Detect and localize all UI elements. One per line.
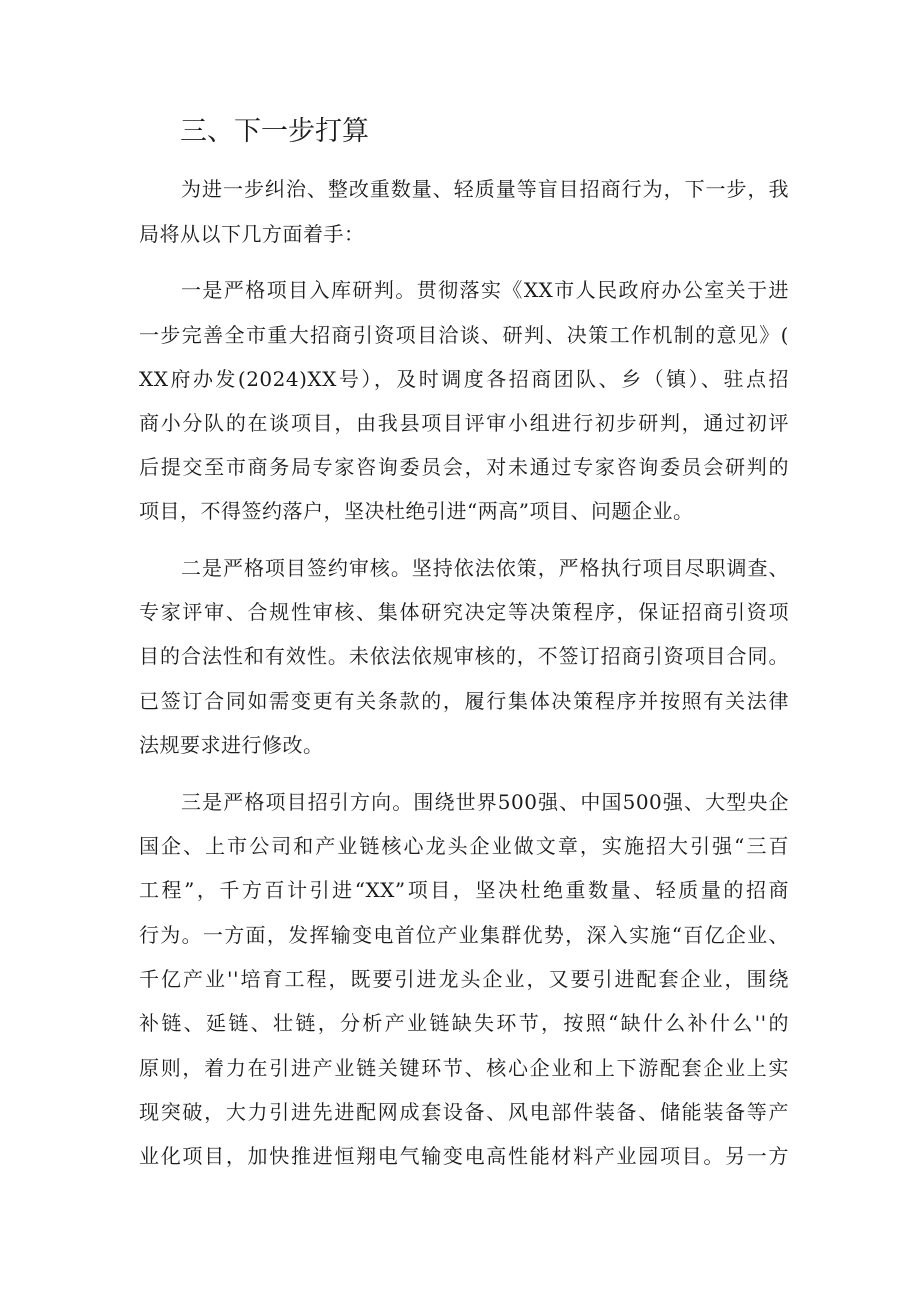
- paragraph-2-line-4: 商小分队的在谈项目，由我县项目评审小组进行初步研判，通过初评: [139, 411, 789, 435]
- paragraph-1-line-1: 为进一步纠治、整改重数量、轻质量等盲目招商行为，下一步，我: [181, 177, 789, 201]
- paragraph-4-line-4: 行为。一方面，发挥输变电首位产业集群优势，深入实施“百亿企业、: [139, 923, 789, 947]
- paragraph-4-line-5: 千亿产业''培育工程，既要引进龙头企业，又要引进配套企业，围绕: [139, 967, 789, 991]
- paragraph-4-line-8: 现突破，大力引进先进配网成套设备、风电部件装备、储能装备等产: [139, 1100, 789, 1124]
- paragraph-3-line-5: 法规要求进行修改。: [139, 733, 324, 757]
- paragraph-4-line-7: 原则，着力在引进产业链关键环节、核心企业和上下游配套企业上实: [139, 1056, 789, 1080]
- paragraph-4-line-9: 业化项目，加快推进恒翔电气输变电高性能材料产业园项目。另一方: [139, 1144, 789, 1168]
- paragraph-3-line-4: 已签订合同如需变更有关条款的，履行集体决策程序并按照有关法律: [139, 689, 789, 713]
- section-heading: 三、下一步打算: [180, 116, 369, 147]
- paragraph-2-line-3: XX府办发(2024)XX号），及时调度各招商团队、乡（镇）、驻点招: [139, 367, 789, 391]
- paragraph-3-line-2: 专家评审、合规性审核、集体研究决定等决策程序，保证招商引资项: [139, 600, 789, 624]
- paragraph-2-line-1: 一是严格项目入库研判。贯彻落实《XX市人民政府办公室关于进: [181, 278, 789, 302]
- paragraph-2-line-5: 后提交至市商务局专家咨询委员会，对未通过专家咨询委员会研判的: [139, 455, 789, 479]
- paragraph-2-line-2: 一步完善全市重大招商引资项目洽谈、研判、决策工作机制的意见》(: [139, 323, 789, 347]
- paragraph-2-line-6: 项目，不得签约落户，坚决杜绝引进“两高”项目、问题企业。: [139, 499, 694, 523]
- paragraph-3-line-1: 二是严格项目签约审核。坚持依法依策，严格执行项目尽职调查、: [181, 556, 789, 580]
- paragraph-3-line-3: 目的合法性和有效性。未依法依规审核的，不签订招商引资项目合同。: [139, 644, 789, 668]
- paragraph-4-line-1: 三是严格项目招引方向。围绕世界500强、中国500强、大型央企: [181, 790, 789, 814]
- paragraph-4-line-3: 工程”，千方百计引进“XX”项目，坚决杜绝重数量、轻质量的招商: [139, 878, 789, 902]
- paragraph-1-line-2: 局将从以下几方面着手：: [139, 222, 365, 246]
- paragraph-4-line-6: 补链、延链、壮链，分析产业链缺失环节，按照“缺什么补什么''的: [139, 1011, 789, 1035]
- paragraph-4-line-2: 国企、上市公司和产业链核心龙头企业做文章，实施招大引强“三百: [139, 834, 789, 858]
